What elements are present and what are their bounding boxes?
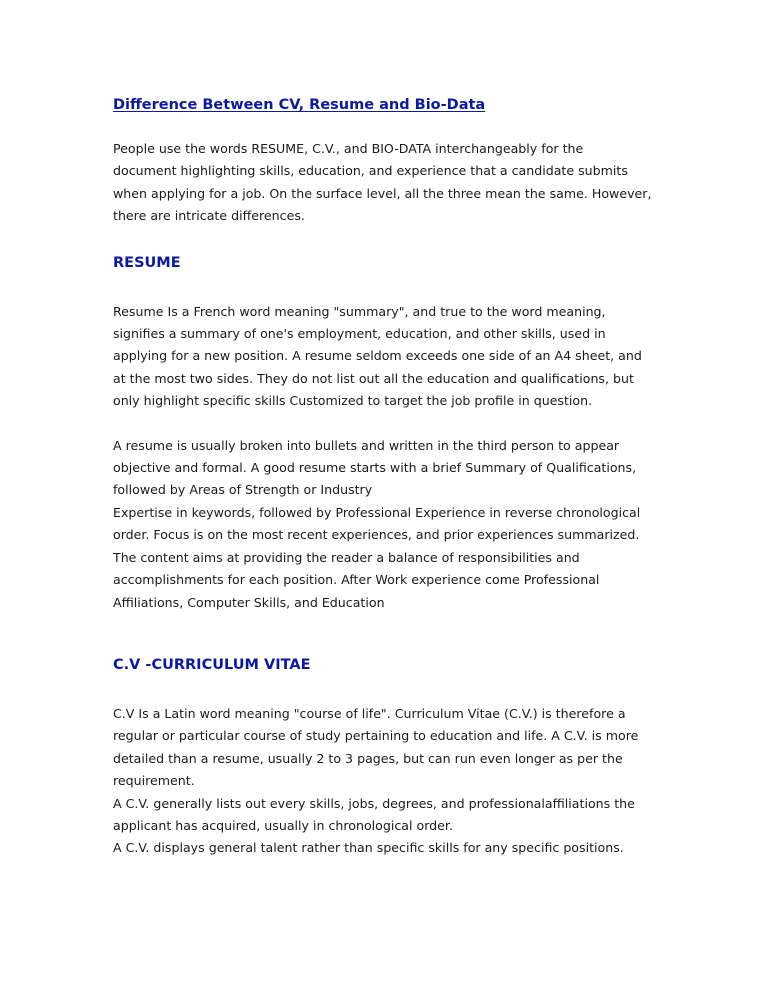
resume-line: order. Focus is on the most recent experiences, and prior experiences summarized.	[113, 527, 640, 543]
intro-line: there are intricate differences.	[113, 208, 305, 224]
resume-line: applying for a new position. A resume seldom exceeds one side of an A4 sheet, and	[113, 348, 642, 364]
resume-heading: RESUME	[113, 254, 181, 271]
cv-heading: C.V -CURRICULUM VITAE	[113, 656, 311, 673]
cv-line: A C.V. generally lists out every skills, jobs, degrees, and professionalaffiliations the	[113, 795, 635, 811]
resume-paragraph-1	[113, 301, 658, 413]
resume-line: A resume is usually broken into bullets and written in the third person to appear	[113, 437, 620, 453]
cv-line: C.V Is a Latin word meaning "course of life". Curriculum Vitae (C.V.) is therefore a	[113, 705, 626, 721]
cv-line: A C.V. displays general talent rather than specific skills for any specific positions.	[113, 840, 624, 856]
resume-line: Resume Is a French word meaning "summary", and true to the word meaning,	[113, 303, 606, 319]
resume-line: signifies a summary of one's employment, education, and other skills, used in	[113, 326, 606, 342]
resume-line: only highlight specific skills Customized to target the job profile in question.	[113, 393, 593, 409]
intro-line: People use the words RESUME, C.V., and BIO-DATA interchangeably for the	[113, 141, 584, 156]
cv-line: requirement.	[113, 773, 195, 789]
resume-line: accomplishments for each position. After Work experience come Professional	[113, 572, 600, 588]
cv-line: regular or particular course of study pertaining to education and life. A C.V. is more	[113, 728, 639, 744]
cv-line: detailed than a resume, usually 2 to 3 pages, but can run even longer as per the	[113, 750, 623, 766]
resume-line: at the most two sides. They do not list out all the education and qualifications, but	[113, 370, 634, 386]
resume-paragraph-2	[113, 435, 658, 614]
document-page	[113, 95, 658, 860]
intro-paragraph	[113, 138, 658, 228]
intro-line: when applying for a job. On the surface level, all the three mean the same. However,	[113, 185, 652, 201]
resume-line: Affiliations, Computer Skills, and Education	[113, 594, 385, 610]
resume-line: followed by Areas of Strength or Industry	[113, 482, 373, 498]
resume-line: Expertise in keywords, followed by Professional Experience in reverse chronological	[113, 504, 641, 520]
resume-line: objective and formal. A good resume starts with a brief Summary of Qualifications,	[113, 460, 637, 476]
intro-line: document highlighting skills, education, and experience that a candidate submits	[113, 163, 628, 179]
resume-line: The content aims at providing the reader a balance of responsibilities and	[113, 549, 580, 565]
document-title: Difference Between CV, Resume and Bio-Data	[113, 97, 486, 113]
cv-line: applicant has acquired, usually in chronological order.	[113, 817, 453, 833]
cv-paragraph-1	[113, 703, 658, 860]
